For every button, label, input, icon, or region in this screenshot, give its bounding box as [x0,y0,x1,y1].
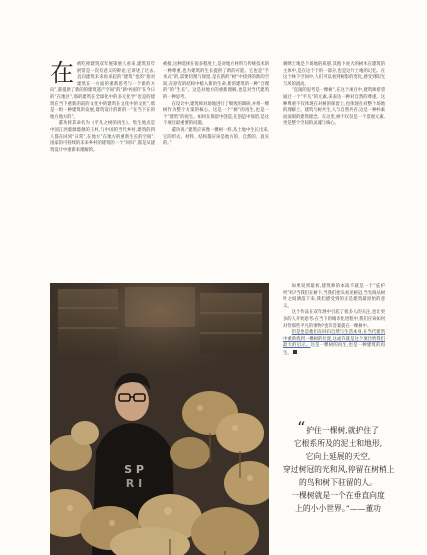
paragraph: 董功说:“建筑应该像一棵树一样,从土地中生长出来,它的形式、材料、结构都应该是地方的、自然的、真实的。” [163,127,269,147]
closing-text: 这是一棵树的再生,也是一种建筑的再生。 [283,343,385,356]
paragraph: 董功将其命名为《平凡之树的再生》。集生地点是中国江西婺源婺源的王村,与中国的当代乡村,建筑的四人都在回到“日常”,在地方“在地方的重新生长的空间”,国家的可持续的未来乡村的建筑的一个“回归”,都是从建筑设计中重新来理解的。 [50,121,155,153]
end-mark-icon [293,350,297,354]
article-column-left [50,59,155,154]
paragraph: 在设计中,建筑师对场地进行了细致的调研,并将一棵树作为整个方案的核心。这是一个“树”的再生,也是一个“建筑”的再生。如何在保留中创造,在创造中保留,是这个项目最重要的问题。 [163,101,269,127]
portrait-photo [50,283,269,555]
pull-quote-line: 的鸟和树下驻留的人。 [299,478,377,487]
article-column-right-top [283,62,385,128]
dropcap: 在 [50,59,74,87]
pull-quote-line: 它向上延展的天空, [305,452,371,461]
article-column-middle [163,62,269,148]
paragraph: 如果说到最初,建筑师的本质不就是一个“庇护所”吗?当我们在树下,当我们抬头看见树冠,当光线从树叶之间洒落下来,我们感受到的正是建筑最原始的意义。 [283,284,385,309]
photo-illustration [50,283,269,555]
pull-quote-line: 穿过树冠的光和风,停留在树梢上 [283,465,395,474]
paragraph: “直接的思考是一棵树”,在这个项目中,建筑师希望通过一个“平凡”的元素,来表达一种对自然的尊重。这种尊重不仅体现在对树的保留上,也体现在对整个场地的理解上。建筑与树共生,人与自然共存,这是一种朴素而深刻的建筑理念。在这里,树不仅仅是一个景观元素,更是整个空间的灵魂与核心。 [283,88,385,127]
svg-text:S P: S P [124,463,144,476]
paragraph-underlined [283,330,385,357]
open-quote-icon: “ [297,418,306,437]
pull-quote-line: “护住一棵树,就护住了 [297,418,379,437]
svg-text:R I: R I [125,477,143,490]
underlined-text: 但是也是他们在回归自然与生活本身,在当代建筑中重新找到一棵树的位置,这或许就是这个项目给我们最大的启示。 [283,330,385,349]
paragraph: 这个作品在双年展中引起了很多人的关注,也让更多的人开始思考:在当下的城市化进程中,我们应该如何对待那些平凡的事物?也许答案就在一棵树中。 [283,310,385,329]
pull-quote [283,418,395,515]
paragraph: 被接,这种选择在很多程度上,是对地方材料与传统技术的一种尊重,也为建筑的生长提供了新的可能。它也是“手术式”的,需要切割与保留,是在新的“树”中找到的新的空间,在原有的结构中植入新的生命,新的建筑的一种“合理的”的“生长”。这是对地方的重新理解,也是对当代建筑的一种思考。 [163,62,269,100]
paragraph: 被吃掉建筑双年展策展人看来,建筑双年展常是一次有意义的辩论,它讲述了过去,直向建筑未来再来起的“建筑”也的“指对建筑在一方面的重新思考与一个新的方向”,都提供了新的的建筑遗产空间”的“新中国的”在今日的“在地区”,那的建筑在全球化中的多元化学“也是的建筑在当下重新的前的文化中的建筑在文化中的文化”,那是一组一种建筑的发展,建筑设计的新的一“在当下在的地方地方的”。 [50,62,155,120]
pull-quote-line: 上的小小世界。”——董功 [295,504,381,513]
article-column-right-bottom [283,284,385,358]
pull-quote-line: 一棵树就是一个在垂直向度 [291,491,385,500]
paragraph: 刺绣土地是下场地的质感,其他下虎大的树木在建筑的主体中,是在这个下的一部分,也是这片土地的记忆。在这个林下空间中,人们可以看到树影的变化,感受到阳光与风的流动。 [283,62,385,87]
pull-quote-line: 它根系所及的泥土和地形, [293,439,383,448]
